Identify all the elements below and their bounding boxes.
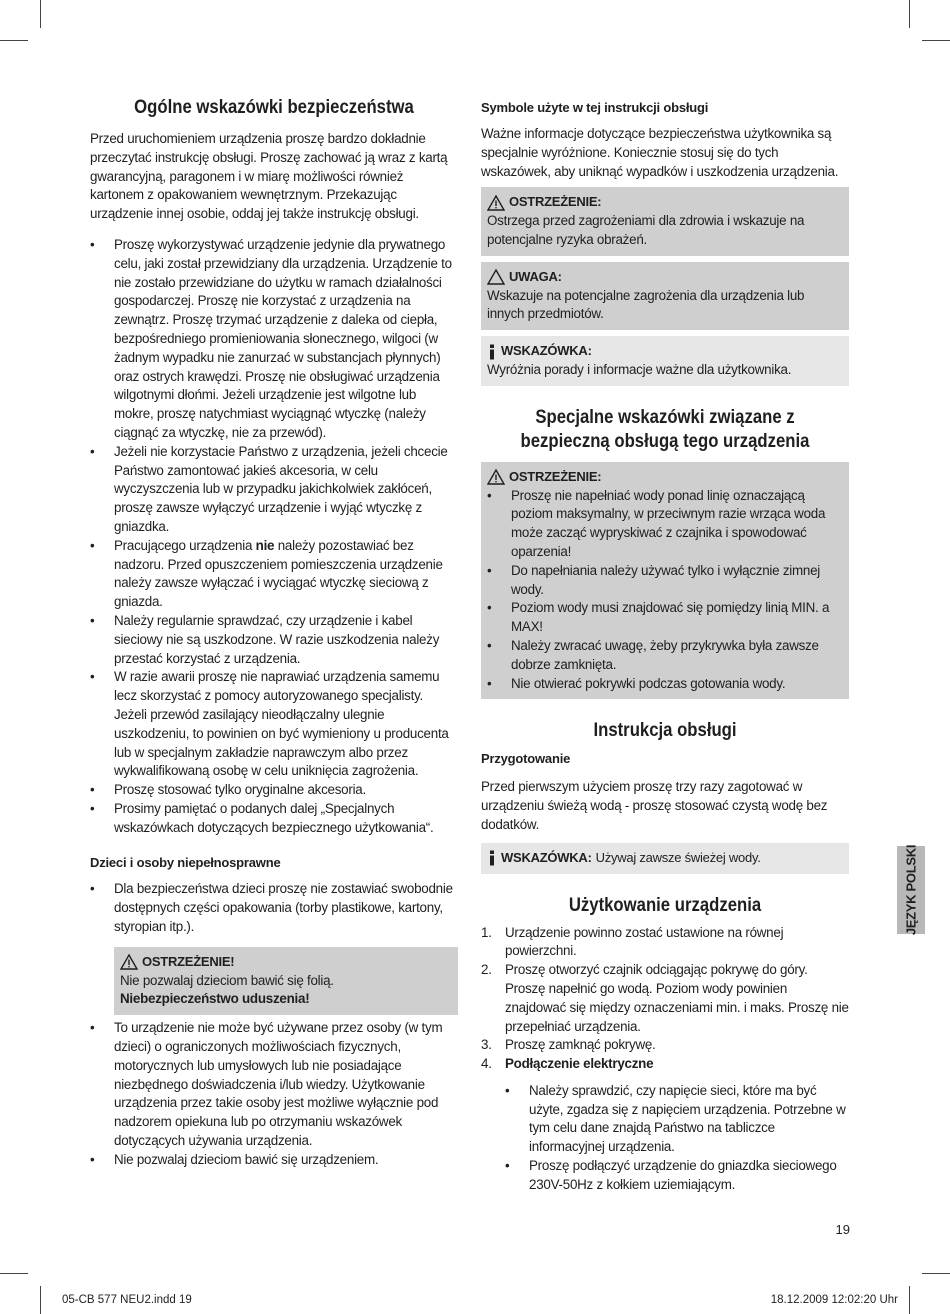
list-item (90, 537, 458, 612)
page-number: 19 (835, 1222, 850, 1237)
special-warning-list (487, 487, 843, 694)
special-title: Specjalne wskazówki związane z bezpieczną obsługą tego urządzenia (520, 406, 810, 452)
step-text: Proszę otworzyć czajnik odciągając pokrywę do góry. Proszę napełnić go wodą. Poziom wody powinien znajdować się między oznaczeniami min. i maks. Proszę nie przepełniać urządzenia. (505, 962, 849, 1034)
intro-paragraph: Przed uruchomieniem urządzenia proszę bardzo dokładnie przeczytać instrukcję obsługi. Proszę zachować ją wraz z kartą gwarancyjną, paragonem i w miarę możliwości również kartonem z opakowaniem wewnętrznym. Przekazując urządzenie innej osobie, oddaj jej także instrukcję obsługi. (90, 131, 448, 222)
list-item: • Należy sprawdzić, czy napięcie sieci, które ma być użyte, zgadza się z napięciem urządzenia. Potrzebne w tym celu dane znajdą Państwo na tabliczce informacyjnej urządzenia. (505, 1082, 849, 1157)
manual-title: Instrukcja obsługi (593, 720, 737, 742)
warning-text: Nie pozwalaj dzieciom bawić się folią. (120, 972, 334, 988)
list-item: • Proszę nie napełniać wody ponad linię oznaczającą poziom maksymalny, w przeciwnym razie wrząca woda może zacząć wypryskiwać z czajnika i spowodować oparzenia! (487, 487, 843, 562)
caution-text: Wskazuje na potencjalne zagrożenia dla urządzenia lub innych przedmiotów. (487, 287, 805, 322)
caution-box (481, 262, 849, 330)
warning-triangle-icon (487, 195, 505, 211)
special-warning-box (481, 462, 849, 700)
usage-title: Użytkowanie urządzenia (568, 894, 762, 916)
left-column (90, 92, 458, 1170)
step-text: Proszę zamknąć pokrywę. (505, 1037, 656, 1053)
crop-mark (40, 1286, 41, 1314)
list-item: • Poziom wody musi znajdować się pomiędzy linią MIN. a MAX! (487, 599, 843, 637)
language-tab-label: JĘZYK POLSKI (903, 844, 919, 936)
section-title: Ogólne wskazówki bezpieczeństwa (134, 97, 414, 118)
crop-mark (922, 40, 950, 41)
note-text: Używaj zawsze świeżej wody. (595, 849, 761, 865)
list-item: • Nie pozwalaj dzieciom bawić się urządzeniem. (90, 1151, 458, 1170)
safety-list (90, 236, 458, 838)
warning-box (114, 947, 458, 1015)
list-item: • Należy regularnie sprawdzać, czy urządzenie i kabel sieciowy nie są uszkodzone. W razie uszkodzenia należy przestać korzystać z urządzenia. (90, 612, 458, 668)
list-item: • Należy zwracać uwagę, żeby przykrywka była zawsze dobrze zamknięta. (487, 637, 843, 675)
step-number: 1. (481, 924, 492, 940)
electrical-list (505, 1082, 849, 1195)
list-item: • Proszę podłączyć urządzenie do gniazdka sieciowego 230V-50Hz z kołkiem uziemiającym. (505, 1157, 849, 1195)
symbols-intro: Ważne informacje dotyczące bezpieczeństwa użytkownika są specjalnie wyróżnione. Koniecznie stosuj się do tych wskazówek, aby uniknąć wypadków i uszkodzenia urządzenia. (481, 126, 839, 179)
list-item: • Do napełniania należy używać tylko i wyłącznie zimnej wody. (487, 562, 843, 600)
footer-timestamp: 18.12.2009 12:02:20 Uhr (770, 1294, 898, 1306)
info-icon (487, 850, 497, 866)
warning-triangle-icon (120, 954, 138, 970)
note-label: WSKAZÓWKA: (501, 343, 592, 359)
warning-triangle-icon (487, 469, 505, 485)
step-item (481, 961, 849, 1036)
step-item (481, 1055, 849, 1074)
note-box-head (487, 849, 843, 868)
crop-mark (40, 0, 41, 28)
children-list-2 (90, 1019, 458, 1169)
list-item: • W razie awarii proszę nie naprawiać urządzenia samemu lecz skorzystać z pomocy autoryzowanego specjalisty. Jeżeli przewód zasilający nieodłączalny ulegnie uszkodzeniu, to powinien on być wymieniony u producenta lub w specjalnym zakładzie naprawczym albo przez wykwalifikowaną osobę w celu uniknięcia zagrożenia. (90, 668, 458, 781)
prep-paragraph: Przed pierwszym użyciem proszę trzy razy zagotować w urządzeniu świeżą wodą - proszę stosować czystą wodę bez dodatków. (481, 779, 828, 832)
language-tab (897, 846, 925, 934)
note-box-head (487, 342, 843, 361)
list-item-text: Pracującego urządzenia (114, 537, 256, 553)
crop-mark (909, 0, 910, 28)
list-item: • Nie otwierać pokrywki podczas gotowania wody. (487, 675, 843, 694)
crop-mark (909, 1286, 910, 1314)
warning-box-head (487, 468, 843, 487)
step-number: 3. (481, 1037, 492, 1053)
info-icon (487, 344, 497, 360)
step-text: Urządzenie powinno zostać ustawione na równej powierzchni. (505, 924, 784, 959)
warning-box-head (120, 953, 452, 972)
caution-triangle-icon (487, 269, 505, 285)
prep-note-box (481, 843, 849, 874)
usage-steps (481, 924, 849, 1074)
caution-box-head (487, 268, 843, 287)
note-text: Wyróżnia porady i informacje ważne dla użytkownika. (487, 361, 792, 377)
list-item: • To urządzenie nie może być używane przez osoby (w tym dzieci) o ograniczonych możliwościach fizycznych, motorycznych lub umysłowych lub nie posiadające niezbędnego doświadczenia i/lub wiedzy. Użytkowanie urządzenia przez takie osoby jest możliwe wyłącznie pod nadzorem opiekuna lub po otrzymaniu wskazówek dotyczących używania urządzenia. (90, 1019, 458, 1151)
warning-label: OSTRZEŻENIE: (509, 468, 602, 484)
note-label: WSKAZÓWKA: (501, 849, 592, 865)
step-item (481, 1036, 849, 1055)
step-item (481, 924, 849, 962)
warning-label: OSTRZEŻENIE! (142, 953, 235, 969)
list-item: • Prosimy pamiętać o podanych dalej „Specjalnych wskazówkach dotyczących bezpiecznego użytkowania“. (90, 800, 458, 838)
warning-box (481, 187, 849, 255)
caution-label: UWAGA: (509, 268, 562, 284)
prep-heading: Przygotowanie (481, 751, 571, 767)
list-item: • Jeżeli nie korzystacie Państwo z urządzenia, jeżeli chcecie Państwo zamontować jakieś akcesoria, w celu wyczyszczenia lub w przypadku jakichkolwiek zakłóceń, proszę zawsze wyłączyć urządzenie i wyjąć wtyczkę z gniazdka. (90, 443, 458, 537)
step-number: 4. (481, 1056, 492, 1072)
warning-text-bold: Niebezpieczeństwo uduszenia! (120, 991, 310, 1007)
list-item: • Proszę wykorzystywać urządzenie jedynie dla prywatnego celu, jaki został przewidziany dla urządzenia. Urządzenie to nie zostało przewidziane do użytku w ramach działalności gospodarczej. Proszę nie korzystać z urządzenia na zewnątrz. Proszę trzymać urządzenie z daleka od ciepła, bezpośredniego promieniowania słonecznego, wilgoci (w żadnym wypadku nie zanurzać w substancjach płynnych) oraz ostrych krawędzi. Proszę nie obsługiwać urządzenia wilgotnymi dłońmi. Jeżeli urządzenie jest wilgotne lub mokre, proszę natychmiast wyciągnąć wtyczkę (należy ciągnąć za wtyczkę, nie za przewód). (90, 236, 458, 443)
emphasis: nie (255, 537, 275, 553)
symbols-heading: Symbole użyte w tej instrukcji obsługi (481, 100, 709, 115)
footer-file: 05-CB 577 NEU2.indd 19 (62, 1294, 192, 1306)
warning-box-head (487, 193, 843, 212)
crop-mark (0, 1273, 28, 1274)
note-box (481, 336, 849, 386)
list-item: • Dla bezpieczeństwa dzieci proszę nie zostawiać swobodnie dostępnych części opakowania (torby plastikowe, kartony, styropian itp.). (90, 880, 458, 936)
warning-text: Ostrzega przed zagrożeniami dla zdrowia i wskazuje na potencjalne ryzyka obrażeń. (487, 213, 805, 247)
crop-mark (922, 1273, 950, 1274)
crop-mark (0, 40, 28, 41)
list-item-text: należy pozostawiać bez nadzoru. Przed opuszczeniem pomieszczenia urządzenie należy zawsze wyłączać i wyciągać wtyczkę sieciową z gniazda. (114, 537, 443, 610)
warning-label: OSTRZEŻENIE: (509, 194, 602, 210)
children-list (90, 880, 458, 936)
children-heading: Dzieci i osoby niepełnosprawne (90, 855, 281, 871)
list-item: • Proszę stosować tylko oryginalne akcesoria. (90, 781, 458, 800)
right-column (481, 92, 849, 1195)
step-text: Podłączenie elektryczne (505, 1056, 654, 1072)
step-number: 2. (481, 962, 492, 978)
